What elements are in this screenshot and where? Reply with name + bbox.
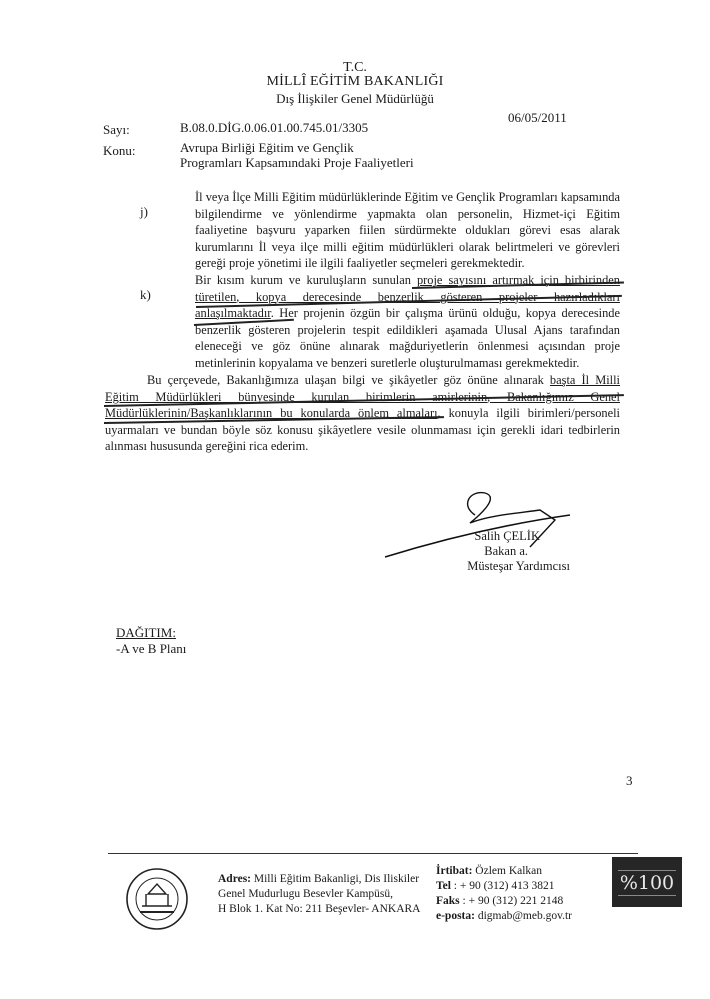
page-number: 3 bbox=[626, 773, 633, 788]
signatory-role-1: Bakan a. bbox=[484, 544, 528, 558]
konu-line-1: Avrupa Birliği Eğitim ve Gençlik bbox=[180, 140, 354, 155]
footer-tel bbox=[436, 879, 606, 894]
footer-fax-label: Faks bbox=[436, 895, 460, 907]
item-k-text-1: Bir kısım kurum ve kuruluşların sunulan bbox=[195, 273, 417, 287]
footer-fax-value: : + 90 (312) 221 2148 bbox=[462, 895, 564, 907]
item-j-paragraph: İl veya İlçe Milli Eğitim müdürlüklerinde Eğitim ve Gençlik Programları kapsamında bilgilendirme ve yönlendirme yapmakta olan personelin, Hizmet-içi Eğitim faaliyetine başvuru yaparken fiilen sürdürmekte oldukları görevi esas alarak kurumlarını İl veya ilçe milli eğitim müdürlükleri olarak belirtmeleri ve görevleri gereği proje yönetimi ile ilgili faaliyetler seçmeleri gerekmektedir. bbox=[195, 190, 620, 270]
footer-contact bbox=[436, 864, 606, 924]
badge-percent: %100 bbox=[619, 872, 675, 894]
footer-address bbox=[218, 872, 428, 917]
footer-fax bbox=[436, 894, 606, 909]
closing-text-2: , konuyla ilgili birimleri/personeli uyarmaları ve bundan böyle söz konusu şikâyetlere vesile olunmaması için gerekli idari tedbirlerin alınması hususunda gereğini rica ederim. bbox=[105, 406, 621, 453]
footer-email-value: digmab@meb.gov.tr bbox=[477, 910, 573, 922]
footer-tel-value: : + 90 (312) 413 3821 bbox=[453, 880, 555, 892]
konu-line-2: Programları Kapsamındaki Proje Faaliyetleri bbox=[180, 155, 414, 170]
footer-tel-label: Tel bbox=[436, 880, 451, 892]
document-date: 06/05/2011 bbox=[508, 110, 567, 125]
item-j-marker: j) bbox=[140, 204, 148, 219]
konu-label: Konu: bbox=[103, 143, 136, 158]
item-k-underlined: proje sayısını artırmak için birbirinden türetilen, kopya derecesinde benzerlik gösteren projeler hazırladıkları anlaşılmaktadır bbox=[195, 273, 620, 320]
footer-address-label: Adres: bbox=[218, 873, 252, 885]
sayi-label: Sayı: bbox=[103, 122, 130, 137]
distribution-item: -A ve B Planı bbox=[116, 641, 187, 656]
closing-text-1: Bu çerçevede, Bakanlığımıza ulaşan bilgi ve şikâyetler göz önüne alınarak bbox=[147, 373, 550, 387]
header-department: Dış İlişkiler Genel Müdürlüğü bbox=[276, 91, 434, 106]
footer-email bbox=[436, 909, 606, 924]
signatory-role-2: Müsteşar Yardımcısı bbox=[467, 559, 570, 573]
item-k-marker: k) bbox=[140, 287, 151, 302]
footer-divider bbox=[108, 853, 638, 854]
closing-paragraph bbox=[105, 372, 620, 455]
badge-top-line bbox=[618, 860, 676, 871]
header-tc: T.C. bbox=[343, 60, 367, 75]
footer-email-label: e-posta: bbox=[436, 910, 475, 922]
footer-address-line-1 bbox=[218, 872, 428, 887]
quality-badge-logo bbox=[612, 857, 682, 907]
ministry-seal-logo bbox=[118, 866, 196, 932]
footer-address-line-3: H Blok 1. Kat No: 211 Beşevler- ANKARA bbox=[218, 903, 421, 915]
closing-underlined: başta İl Milli Eğitim Müdürlükleri bünyesinde kurulan birimlerin amirlerinin, Bakanlığımız Genel Müdürlüklerinin/Başkanlıklarının bu konularda önlem almaları bbox=[105, 373, 620, 420]
footer-contact-label: İrtibat: bbox=[436, 865, 473, 877]
footer-address-line-1-text: Milli Eğitim Bakanligi, Dis Iliskiler bbox=[253, 873, 420, 885]
signatory-name: Salih ÇELİK bbox=[474, 529, 540, 543]
item-k-text-2: . Her projenin özgün bir çalışma ürünü olduğu, kopya derecesinde benzerlik gösteren projelerin tespit edildikleri aşamada Ulusal Ajans tarafından eleneceği ve göz önüne alınarak mağduriyetlerin önlenmesi açısından proje metinlerinin kopyalama ve benzeri suretlerle oluşturulmaması gerekmektedir. bbox=[195, 306, 620, 370]
badge-bottom-line bbox=[618, 895, 676, 902]
header-ministry: MİLLÎ EĞİTİM BAKANLIĞI bbox=[266, 74, 444, 89]
footer-address-line-2: Genel Mudurlugu Besevler Kampüsü, bbox=[218, 888, 394, 900]
distribution-title: DAĞITIM: bbox=[116, 625, 176, 640]
footer-contact-person bbox=[436, 864, 606, 879]
sayi-value: B.08.0.DİG.0.06.01.00.745.01/3305 bbox=[180, 120, 369, 135]
footer-contact-value: Özlem Kalkan bbox=[475, 865, 543, 877]
